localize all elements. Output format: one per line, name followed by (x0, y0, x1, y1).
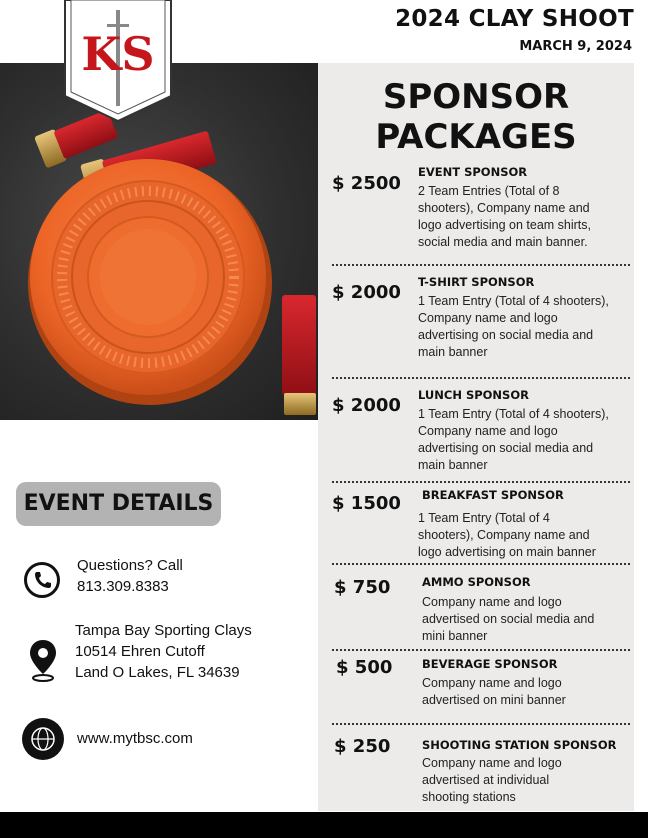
package-description: Company name and logo advertised on mini banner (422, 676, 566, 707)
divider (332, 723, 630, 725)
globe-icon (22, 718, 64, 760)
event-details-heading: EVENT DETAILS (16, 482, 221, 526)
package-price: $ 250 (334, 736, 391, 757)
clay-target (28, 159, 272, 405)
shotgun-shell (282, 295, 316, 415)
event-date: MARCH 9, 2024 (519, 39, 632, 54)
divider (332, 264, 630, 266)
package-description: 1 Team Entry (Total of 4 shooters), Company name and logo advertising on social media and main banner (418, 294, 609, 359)
package-name: SHOOTING STATION SPONSOR (422, 738, 617, 752)
package-name: BREAKFAST SPONSOR (422, 488, 564, 502)
package-price: $ 750 (334, 577, 391, 598)
package-name: T-SHIRT SPONSOR (418, 275, 535, 289)
divider (332, 563, 630, 565)
package-description: Company name and logo advertised on social media and mini banner (422, 595, 595, 643)
divider (332, 649, 630, 651)
divider (332, 377, 630, 379)
package-description: 1 Team Entry (Total of 4 shooters), Company name and logo advertising on social media and main banner (418, 407, 609, 472)
package-price: $ 500 (336, 657, 393, 678)
package-description: 2 Team Entries (Total of 8 shooters), Company name and logo advertising on team shirts, social media and main banner. (418, 184, 592, 249)
package-name: BEVERAGE SPONSOR (422, 657, 558, 671)
phone-icon (24, 562, 60, 598)
map-pin-icon (28, 638, 58, 682)
package-description: 1 Team Entry (Total of 4 shooters), Company name and logo advertising on main banner (418, 511, 596, 559)
package-name: AMMO SPONSOR (422, 575, 531, 589)
phone-number[interactable]: 813.309.8383 (77, 578, 169, 595)
sponsor-panel (318, 63, 634, 811)
package-name: EVENT SPONSOR (418, 165, 528, 179)
package-name: LUNCH SPONSOR (418, 388, 529, 402)
package-price: $ 1500 (332, 493, 401, 514)
package-description: Company name and logo advertised at individual shooting stations (422, 756, 562, 804)
svg-text:KS: KS (81, 27, 155, 81)
website-link[interactable]: www.mytbsc.com (77, 730, 193, 747)
footer-bar (0, 812, 648, 838)
package-price: $ 2000 (332, 395, 401, 416)
ks-logo (63, 0, 173, 123)
divider (332, 481, 630, 483)
location-address: Tampa Bay Sporting Clays 10514 Ehren Cutoff Land O Lakes, FL 34639 (75, 622, 252, 681)
phone-contact: Questions? Call 813.309.8383 (77, 557, 183, 595)
package-price: $ 2500 (332, 173, 401, 194)
sponsor-packages-heading: SPONSOR PACKAGES (375, 77, 577, 157)
event-title: 2024 CLAY SHOOT (395, 6, 634, 32)
package-price: $ 2000 (332, 282, 401, 303)
